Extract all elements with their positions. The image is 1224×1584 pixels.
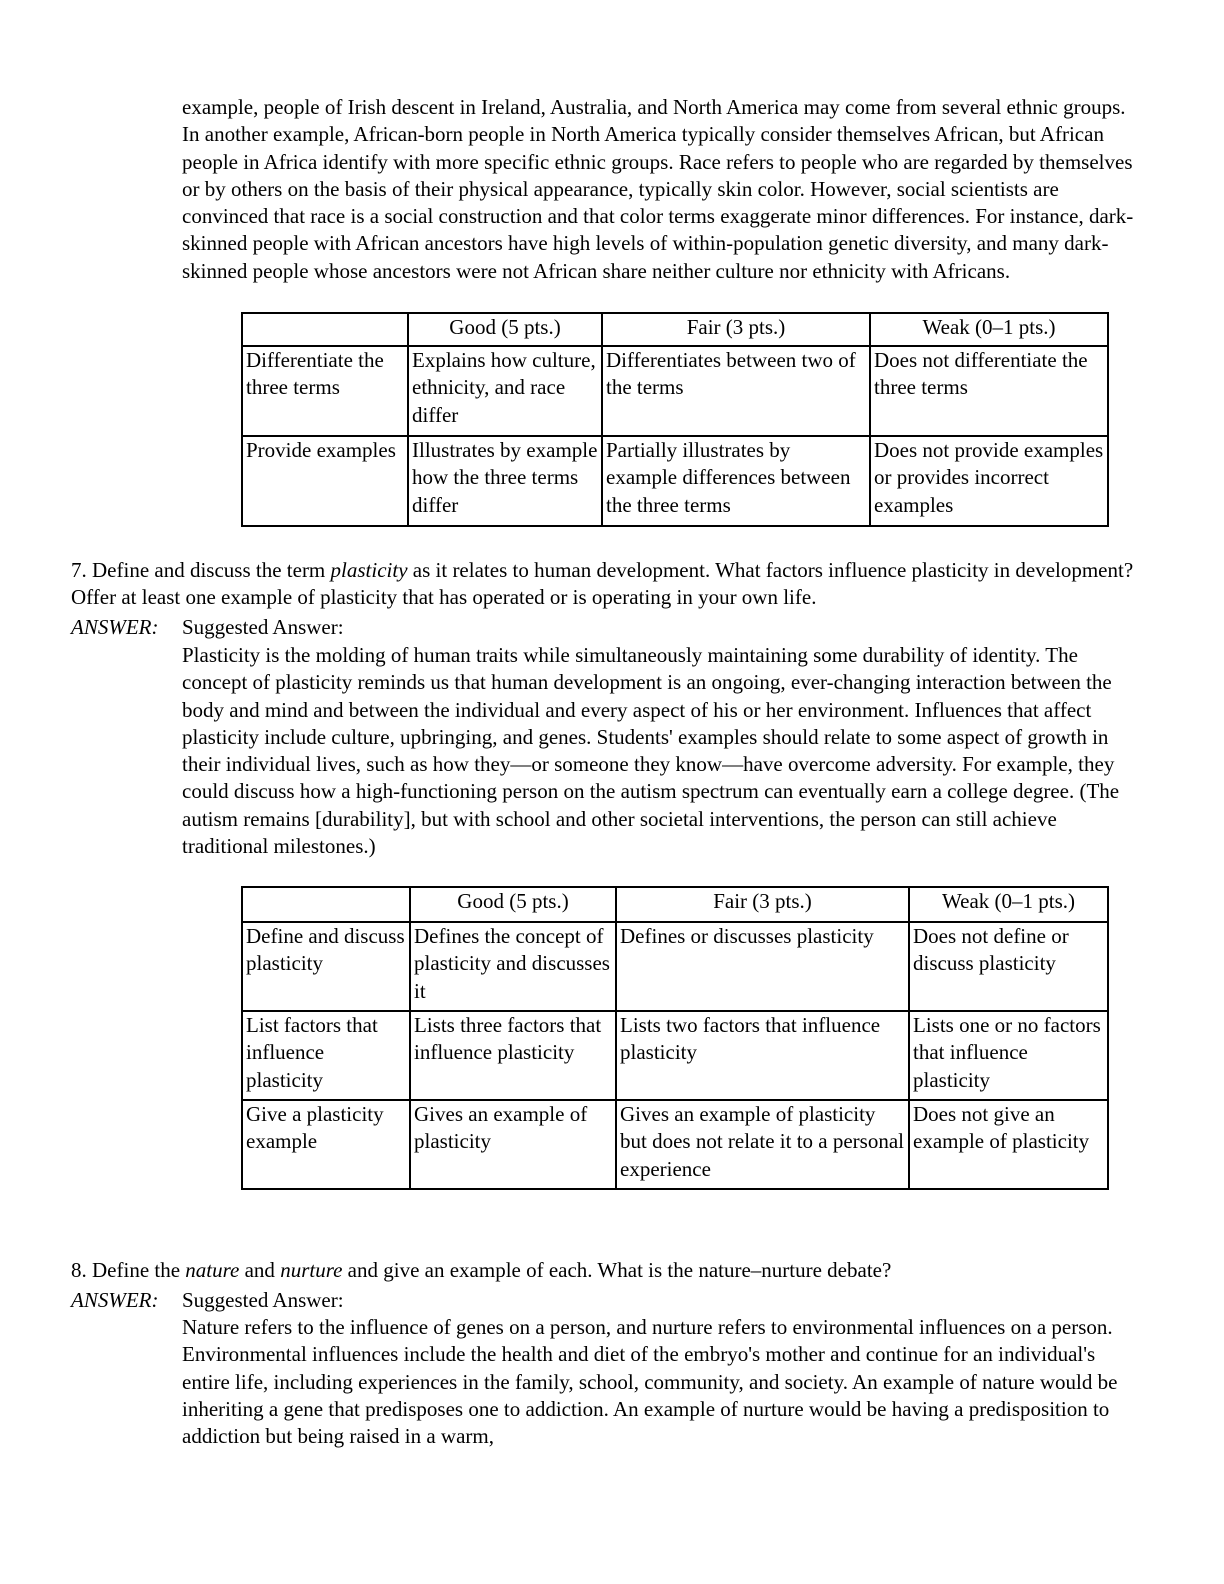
answer-heading: Suggested Answer: xyxy=(182,1288,344,1312)
rubric-row xyxy=(242,346,1108,436)
question-number: 8. xyxy=(71,1258,87,1282)
rubric-header-row xyxy=(242,887,1108,922)
rubric-criterion: List factors that influence plasticity xyxy=(242,1011,410,1100)
q6-answer-text: example, people of Irish descent in Ireland, Australia, and North America may come from several ethnic groups. In another example, African-born people in North America typically consider themselves African, but African people in Africa identify with more specific ethnic groups. Race refers to people who are regarded by themselves or by others on the basis of their physical appearance, typically skin color. However, social scientists are convinced that race is a social construction and that color terms exaggerate minor differences. For instance, dark-skinned people with African ancestors have high levels of within-population genetic diversity, and many dark-skinned people whose ancestors were not African share neither culture nor ethnicity with Africans. xyxy=(182,95,1134,283)
question-text: and give an example of each. What is the nature–nurture debate? xyxy=(347,1258,892,1282)
answer-label: ANSWER: xyxy=(71,615,159,639)
rubric-header-fair: Fair (3 pts.) xyxy=(616,887,909,922)
question-7 xyxy=(71,557,1151,612)
rubric-criterion: Differentiate the three terms xyxy=(242,346,408,436)
rubric-table-q6 xyxy=(241,312,1109,527)
q7-answer-text: Plasticity is the molding of human traits while simultaneously maintaining some durability of identity. The concept of plasticity reminds us that human development is an ongoing, ever-changing interaction between the body and mind and between the individual and every aspect of his or her environment. Influences that affect plasticity include culture, upbringing, and genes. Students' examples should relate to some aspect of growth in their individual lives, such as how they—or someone they know—have overcome adversity. For example, they could discuss how a high-functioning person on the autism spectrum can eventually earn a college degree. (The autism remains [durability], but with school and other societal interventions, the person can still achieve traditional milestones.) xyxy=(182,643,1120,859)
rubric-header-good: Good (5 pts.) xyxy=(410,887,616,922)
rubric-row xyxy=(242,436,1108,526)
rubric-cell-good: Explains how culture, ethnicity, and race differ xyxy=(408,346,602,436)
q8-answer-text: Nature refers to the influence of genes on a person, and nurture refers to environmental influences on a person. Environmental influences include the health and diet of the embryo's mother and continue for an individual's entire life, including experiences in the family, school, community, and society. An example of nature would be inheriting a gene that predisposes one to addiction. An example of nurture would be having a predisposition to addiction but being raised in a warm, xyxy=(182,1315,1118,1449)
rubric-row xyxy=(242,1100,1108,1189)
rubric-header-fair: Fair (3 pts.) xyxy=(602,313,870,346)
rubric-table-q7 xyxy=(241,886,1109,1190)
rubric-cell-weak: Does not differentiate the three terms xyxy=(870,346,1108,436)
rubric-row xyxy=(242,1011,1108,1100)
rubric-cell-weak: Does not define or discuss plasticity xyxy=(909,922,1108,1011)
rubric-criterion: Provide examples xyxy=(242,436,408,526)
rubric-header-weak: Weak (0–1 pts.) xyxy=(870,313,1108,346)
rubric-cell-fair: Defines or discusses plasticity xyxy=(616,922,909,1011)
rubric-cell-good: Gives an example of plasticity xyxy=(410,1100,616,1189)
answer-line-q8 xyxy=(71,1287,344,1314)
rubric-header-criterion xyxy=(242,313,408,346)
rubric-header-good: Good (5 pts.) xyxy=(408,313,602,346)
rubric-header-weak: Weak (0–1 pts.) xyxy=(909,887,1108,922)
question-8 xyxy=(71,1257,1151,1284)
rubric-cell-fair: Lists two factors that influence plasticity xyxy=(616,1011,909,1100)
rubric-cell-good: Illustrates by example how the three terms differ xyxy=(408,436,602,526)
rubric-row xyxy=(242,922,1108,1011)
rubric-criterion: Give a plasticity example xyxy=(242,1100,410,1189)
question-number: 7. xyxy=(71,558,87,582)
rubric-cell-weak: Lists one or no factors that influence plasticity xyxy=(909,1011,1108,1100)
rubric-cell-fair: Gives an example of plasticity but does not relate it to a personal experience xyxy=(616,1100,909,1189)
question-term: nature xyxy=(185,1258,240,1282)
question-text: and xyxy=(244,1258,275,1282)
question-term: nurture xyxy=(280,1258,343,1282)
rubric-cell-weak: Does not provide examples or provides incorrect examples xyxy=(870,436,1108,526)
question-text: Define and discuss the term xyxy=(92,558,326,582)
answer-line-q7 xyxy=(71,614,344,641)
rubric-cell-fair: Partially illustrates by example differences between the three terms xyxy=(602,436,870,526)
question-text: as it relates to human development. What factors influence plasticity in development? Offer at least one example of plasticity that has operated or is operating in your own life. xyxy=(71,558,1134,610)
answer-heading: Suggested Answer: xyxy=(182,615,344,639)
question-term: plasticity xyxy=(330,558,408,582)
rubric-criterion: Define and discuss plasticity xyxy=(242,922,410,1011)
rubric-cell-weak: Does not give an example of plasticity xyxy=(909,1100,1108,1189)
rubric-cell-good: Lists three factors that influence plasticity xyxy=(410,1011,616,1100)
rubric-header-row xyxy=(242,313,1108,346)
answer-label: ANSWER: xyxy=(71,1288,159,1312)
rubric-header-criterion xyxy=(242,887,410,922)
rubric-cell-good: Defines the concept of plasticity and discusses it xyxy=(410,922,616,1011)
rubric-cell-fair: Differentiates between two of the terms xyxy=(602,346,870,436)
question-text: Define the xyxy=(92,1258,181,1282)
